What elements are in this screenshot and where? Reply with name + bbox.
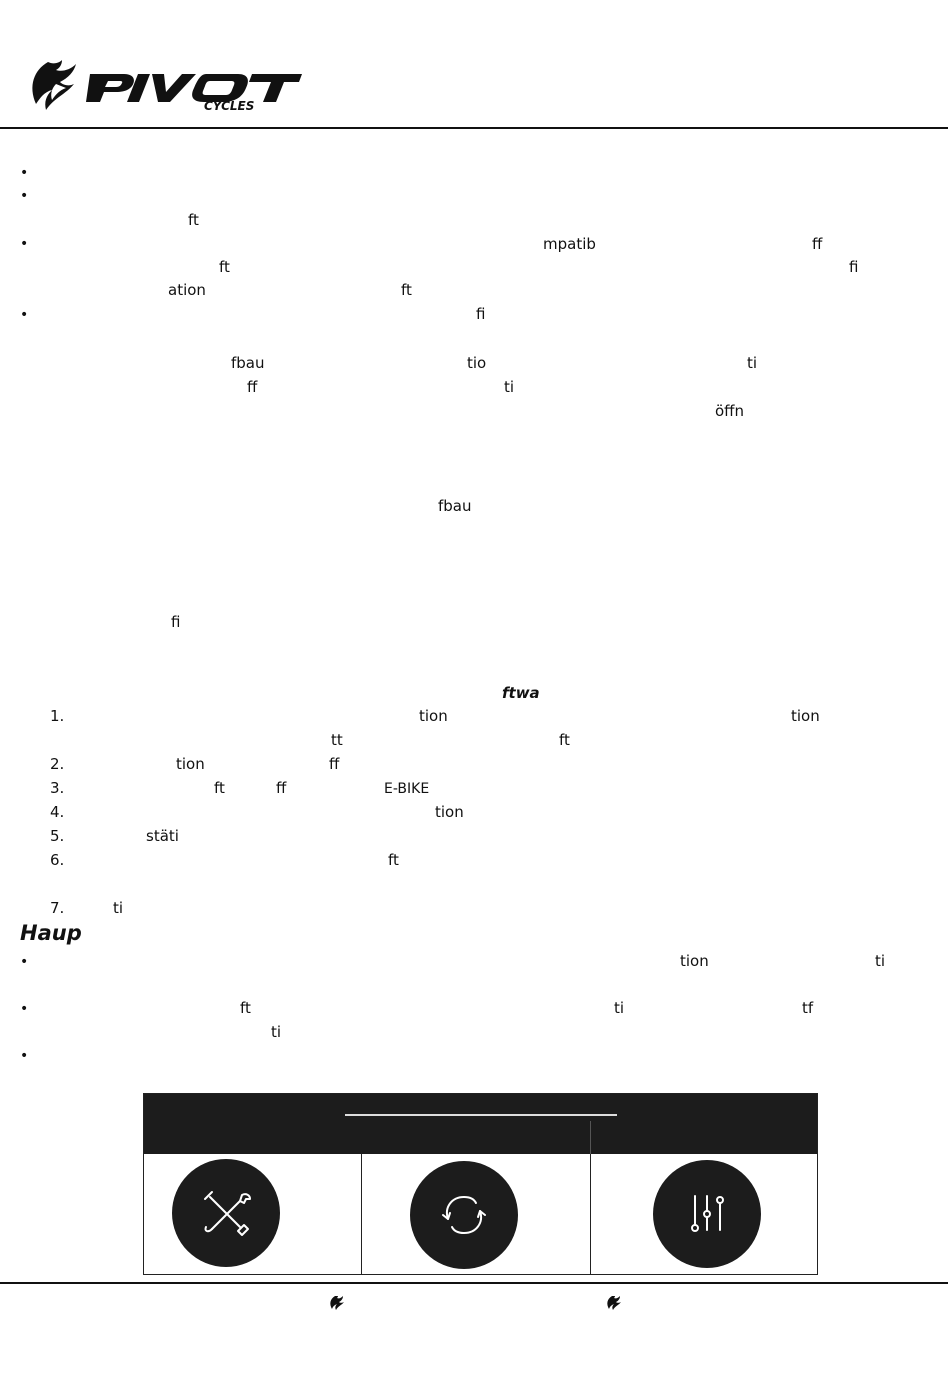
text-fragment: ti [113, 899, 124, 917]
tools-icon [172, 1159, 280, 1267]
text-fragment: ft [240, 999, 251, 1017]
text-fragment: tion [176, 755, 205, 773]
text-fragment: fbau [231, 354, 265, 372]
text-fragment: ti [747, 354, 758, 372]
text-fragment: tion [435, 803, 464, 821]
text-fragment: ft [388, 851, 399, 869]
subheader-divider [590, 1121, 591, 1154]
sync-icon [410, 1161, 518, 1269]
table-subheader-bar [144, 1121, 817, 1154]
logo-subtext: CYCLES [204, 99, 255, 113]
text-fragment: ft [559, 731, 570, 749]
text-fragment: E-BIKE [384, 781, 430, 797]
text-fragment: stäti [146, 827, 179, 845]
text-fragment: tf [802, 999, 814, 1017]
text-fragment: mpatib [543, 235, 596, 253]
bullet: • [20, 188, 29, 204]
text-fragment: tion [791, 707, 820, 725]
list-number: 4. [50, 803, 65, 821]
text-fragment: ft [214, 779, 225, 797]
text-fragment: ff [276, 779, 287, 797]
feature-table [143, 1093, 818, 1275]
text-fragment: ation [168, 281, 206, 299]
list-number: 2. [50, 755, 65, 773]
text-fragment: ff [247, 378, 258, 396]
text-fragment: ftwa [502, 684, 540, 702]
text-fragment: öffn [715, 402, 745, 420]
text-fragment: ti [614, 999, 625, 1017]
text-fragment: ft [219, 258, 230, 276]
bullet: • [20, 236, 29, 252]
bullet: • [20, 1001, 29, 1017]
text-fragment: ti [271, 1023, 282, 1041]
footer-rule [0, 1282, 948, 1284]
text-fragment: fbau [438, 497, 472, 515]
bullet: • [20, 954, 29, 970]
text-fragment: ft [401, 281, 412, 299]
text-fragment: tio [467, 354, 487, 372]
text-fragment: tt [331, 731, 343, 749]
bullet: • [20, 165, 29, 181]
header-rule [0, 127, 948, 129]
text-fragment: tion [419, 707, 448, 725]
list-number: 5. [50, 827, 65, 845]
pivot-cycles-logo [26, 58, 306, 114]
text-fragment: ff [329, 755, 340, 773]
list-number: 6. [50, 851, 65, 869]
bullet: • [20, 307, 29, 323]
text-fragment: ti [875, 952, 886, 970]
sliders-icon [653, 1160, 761, 1268]
list-number: 7. [50, 899, 65, 917]
text-fragment: ff [812, 235, 823, 253]
text-fragment: fi [476, 305, 486, 323]
section-heading: Haup [20, 921, 82, 945]
text-fragment: ti [504, 378, 515, 396]
text-fragment: ft [188, 211, 199, 229]
list-number: 3. [50, 779, 65, 797]
list-number: 1. [50, 707, 65, 725]
table-header-bar [144, 1094, 817, 1121]
text-fragment: fi [849, 258, 859, 276]
pivot-mark-icon [606, 1296, 622, 1310]
cell-divider [590, 1154, 591, 1275]
cell-divider [361, 1154, 362, 1275]
pivot-mark-icon [329, 1296, 345, 1310]
header-underline [345, 1114, 617, 1116]
text-fragment: tion [680, 952, 709, 970]
bullet: • [20, 1048, 29, 1064]
text-fragment: fi [171, 613, 181, 631]
